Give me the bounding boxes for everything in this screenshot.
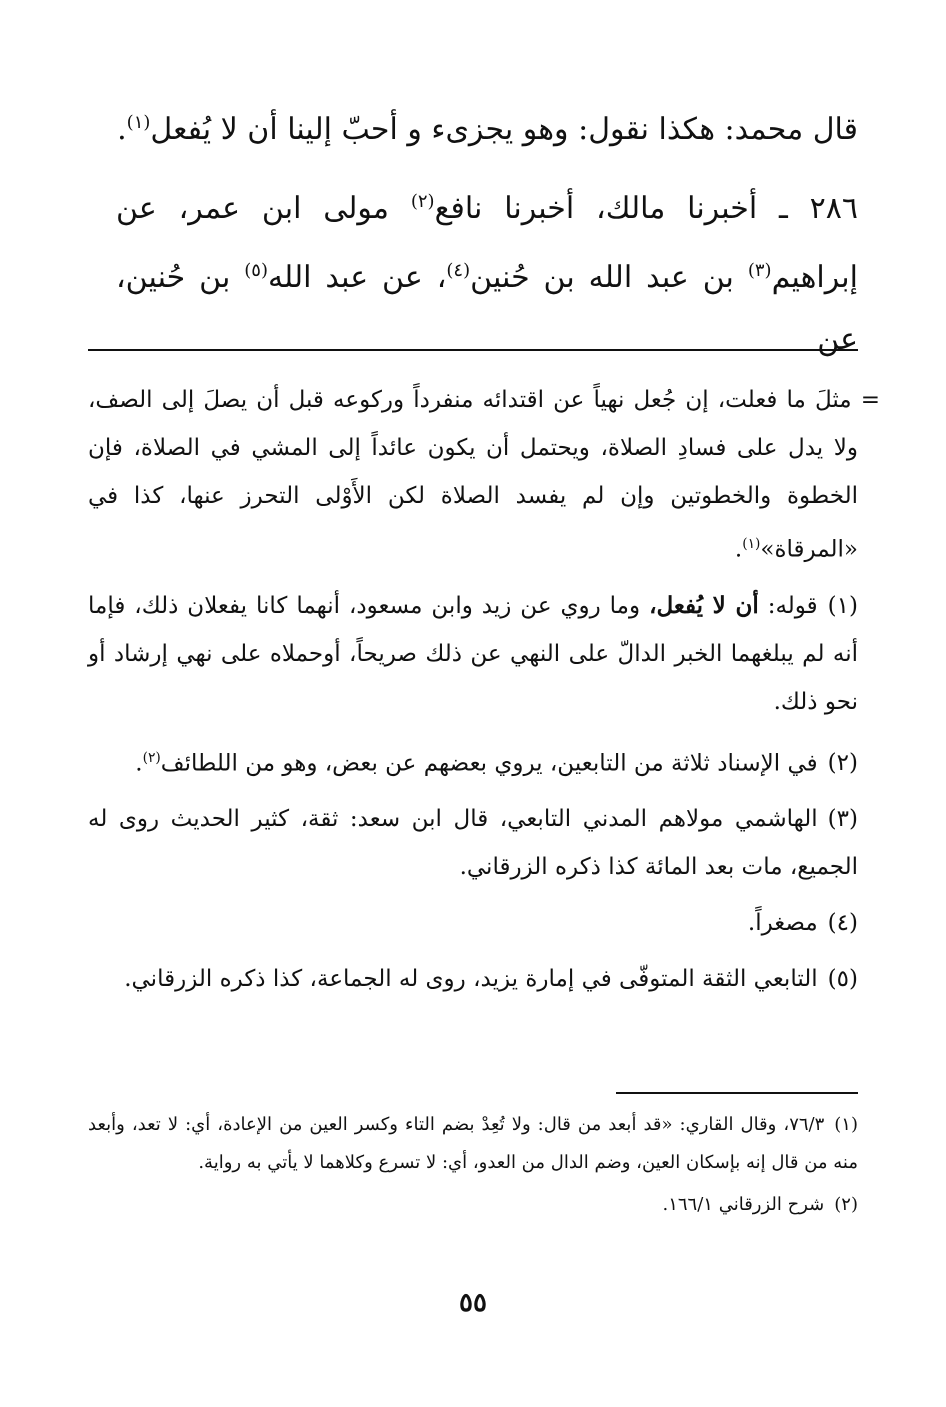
note-number: (٢)	[827, 750, 858, 777]
note-number: (٥)	[827, 966, 858, 993]
punctuation: .	[117, 112, 127, 147]
commentary-note-3	[88, 795, 858, 891]
footnote-ref: (٤)	[446, 260, 471, 281]
note-number: (١)	[827, 592, 858, 619]
footnote-text: ٧٦/٣، وقال القاري: «قد أبعد من قال: ولا تُعِدْ بضم التاء وكسر العين من الإعادة، أي: لا تعد، وأبعد منه من قال إنه بإسكان العين، وضم الدال من العدو، أي: لا تسرع وكلاهما لا يأتي به رواية.	[88, 1114, 858, 1173]
hadith-text: أخبرنا مالك، أخبرنا نافع	[434, 191, 780, 226]
note-text: وما روي عن زيد وابن مسعود، أنهما كانا يفعلان ذلك، فإما أنه لم يبلغهما الخبر الدالّ على النهي عن ذلك صريحاً، أوحملاه على نهي إرشاد أو نحو ذلك.	[88, 592, 858, 715]
footnote-text: شرح الزرقاني ١٦٦/١.	[662, 1194, 825, 1215]
commentary-note-1	[88, 582, 858, 726]
note-text: مصغراً.	[747, 910, 818, 937]
continuation-mark: =	[860, 387, 881, 413]
hadith-text: مولى ابن عمر، عن إبراهيم	[116, 191, 858, 295]
commentary-notes	[88, 376, 881, 1011]
hadith-paragraph	[116, 171, 858, 371]
continuation-text: مثلَ ما فعلت، إن جُعل نهياً عن اقتدائه منفرداً وركوعه قبل أن يصلَ إلى الصف، ولا يدل على فسادِ الصلاة، ويحتمل أن يكون عائداً إلى المشي في الصلاة، فإن الخطوة والخطوتين وإن لم يفسد الصلاة لكن الأَوْلى التحرز عنها، كذا في «المرقاة»	[88, 387, 858, 563]
footnote-divider	[616, 1092, 858, 1094]
punctuation: .	[734, 536, 743, 563]
commentary-continuation	[88, 376, 881, 574]
commentary-note-2	[88, 734, 858, 788]
note-text: قوله:	[758, 592, 818, 619]
commentary-note-4	[88, 899, 858, 947]
commentary-note-5	[88, 955, 858, 1003]
footnote-number: (١)	[834, 1114, 858, 1135]
main-text	[116, 92, 858, 371]
footnotes	[88, 1106, 858, 1228]
footnote-number: (٢)	[834, 1194, 858, 1215]
footnote-1	[88, 1106, 858, 1182]
note-number: (٣)	[827, 806, 858, 833]
narration-paragraph	[116, 92, 858, 161]
narration-text: قال محمد: هكذا نقول: وهو يجزىء و أحبّ إلينا أن لا يُفعل	[150, 112, 858, 147]
note-number: (٤)	[827, 910, 858, 937]
hadith-text: بن عبد الله بن حُنين	[470, 260, 748, 295]
main-divider	[88, 349, 858, 351]
punctuation: .	[135, 750, 143, 777]
footnote-ref: (٢)	[410, 191, 435, 212]
note-text: الهاشمي مولاهم المدني التابعي، قال ابن سعد: ثقة، كثير الحديث روى له الجميع، مات بعد المائة كذا ذكره الزرقاني.	[88, 806, 858, 881]
hadith-number: ٢٨٦ ـ	[779, 191, 858, 226]
page-number: ٥٥	[459, 1288, 487, 1318]
note-text: في الإسناد ثلاثة من التابعين، يروي بعضهم عن بعض، وهو من اللطائف	[160, 750, 818, 777]
footnote-ref: (١)	[742, 536, 761, 552]
footnote-ref: (٢)	[142, 749, 161, 766]
footnote-2	[88, 1186, 858, 1224]
footnote-ref: (١)	[126, 112, 151, 133]
note-text: التابعي الثقة المتوفّى في إمارة يزيد، روى له الجماعة، كذا ذكره الزرقاني.	[124, 966, 818, 993]
hadith-text: ، عن عبد الله	[267, 260, 447, 295]
footnote-ref: (٣)	[747, 260, 772, 281]
hadith-text: بن حُنين، عن	[116, 260, 858, 357]
quoted-phrase: أن لا يُفعل،	[649, 591, 759, 619]
footnote-ref: (٥)	[244, 260, 268, 281]
